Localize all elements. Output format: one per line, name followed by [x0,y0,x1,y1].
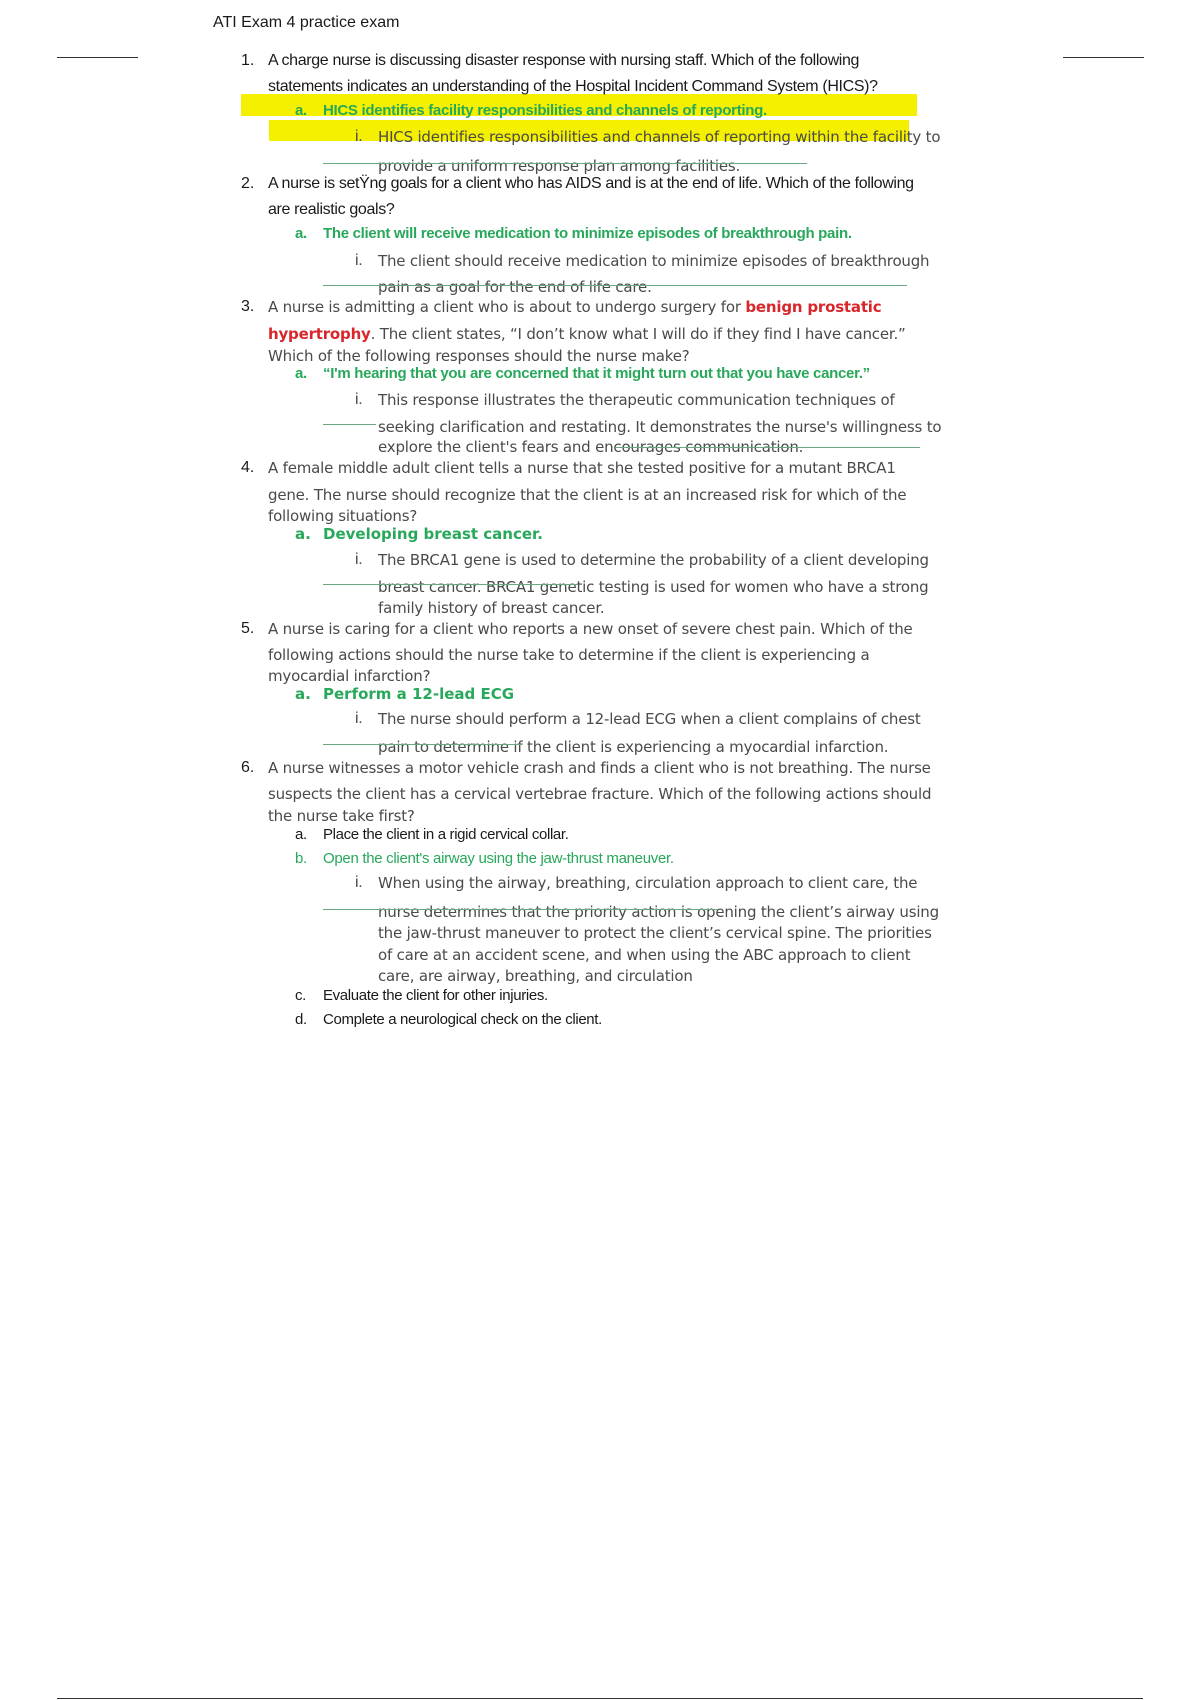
strikethrough-rule [323,285,907,286]
answer-letter: a. [295,102,307,119]
rationale-line: pain to determine if the client is experiencing a myocardial infarction. [378,738,889,756]
question-stem-line: the nurse take first? [268,807,415,825]
question-stem-line: following situations? [268,507,418,525]
rationale-number: i. [355,252,363,269]
answer-letter: a. [295,225,307,242]
option-text: Evaluate the client for other injuries. [323,987,548,1004]
answer-text: “I'm hearing that you are concerned that it might turn out that you have cancer.” [323,365,870,382]
question-stem-line: are realistic goals? [268,201,395,218]
answer-letter: a. [295,685,311,703]
question-stem-line: A nurse is setŸng goals for a client who has AIDS and is at the end of life. Which of the following [268,175,914,192]
rationale-number: i. [355,391,363,408]
rationale-line: This response illustrates the therapeutic communication techniques of [378,391,895,409]
rationale-line: The BRCA1 gene is used to determine the probability of a client developing [378,551,929,569]
question-number: 3. [241,298,255,315]
question-number: 1. [241,52,255,69]
option-text: Place the client in a rigid cervical collar. [323,826,569,843]
page-title: ATI Exam 4 practice exam [213,14,400,31]
question-stem-line: myocardial infarction? [268,667,431,685]
rationale-line: provide a uniform response plan among facilities. [378,157,741,175]
question-stem-line: A nurse witnesses a motor vehicle crash and finds a client who is not breathing. The nurse [268,759,931,777]
rationale-number: i. [355,551,363,568]
answer-text: Perform a 12-lead ECG [323,685,515,703]
stem-text: . The client states, “I don’t know what I will do if they find I have cancer.” [370,325,906,343]
question-stem-line: following actions should the nurse take to determine if the client is experiencing a [268,646,870,664]
option-text-correct: Open the client's airway using the jaw-thrust maneuver. [323,850,674,867]
rationale-number: i. [355,874,363,891]
option-text: Complete a neurological check on the client. [323,1011,602,1028]
question-stem-line: A nurse is caring for a client who reports a new onset of severe chest pain. Which of the [268,620,913,638]
rationale-line: the jaw-thrust maneuver to protect the client’s cervical spine. The priorities [378,924,932,942]
question-stem-line: A charge nurse is discussing disaster response with nursing staff. Which of the following [268,52,860,69]
footer-rule [57,1698,1143,1699]
header-rule-right [1063,57,1144,58]
rationale-line: The client should receive medication to minimize episodes of breakthrough [378,252,930,270]
strikethrough-rule [323,424,376,425]
rationale-line: When using the airway, breathing, circulation approach to client care, the [378,874,918,892]
answer-letter: a. [295,525,311,543]
option-letter: c. [295,987,306,1004]
strikethrough-rule [323,909,717,910]
question-number: 2. [241,175,255,192]
question-stem-line [268,297,881,317]
question-number: 6. [241,759,255,776]
question-stem-line: A female middle adult client tells a nurse that she tested positive for a mutant BRCA1 [268,459,896,477]
rationale-line: seeking clarification and restating. It demonstrates the nurse's willingness to [378,418,942,436]
rationale-line: explore the client's fears and encourages communication. [378,438,804,456]
question-stem-line: Which of the following responses should the nurse make? [268,347,690,365]
strikethrough-rule [323,584,578,585]
rationale-number: i. [355,128,363,145]
question-stem-line [268,324,906,344]
question-number: 5. [241,620,255,637]
option-letter: b. [295,850,307,867]
answer-text: Developing breast cancer. [323,525,544,543]
strikethrough-rule [615,447,920,448]
header-rule-left [57,57,138,58]
stem-text: A nurse is admitting a client who is about to undergo surgery for [268,298,746,316]
question-stem-line: statements indicates an understanding of the Hospital Incident Command System (HICS)? [268,78,878,95]
answer-letter: a. [295,365,307,382]
rationale-line: family history of breast cancer. [378,599,605,617]
rationale-line: care, are airway, breathing, and circulation [378,967,693,985]
rationale-line: HICS identifies responsibilities and channels of reporting within the facility to [378,128,941,146]
answer-text: The client will receive medication to minimize episodes of breakthrough pain. [323,225,852,242]
rationale-line: The nurse should perform a 12-lead ECG when a client complains of chest [378,710,921,728]
option-letter: a. [295,826,307,843]
stem-emphasis: benign prostatic [745,298,882,316]
answer-text: HICS identifies facility responsibilities and channels of reporting. [323,102,767,119]
rationale-line: breast cancer. BRCA1 genetic testing is used for women who have a strong [378,578,929,596]
rationale-line: pain as a goal for the end of life care. [378,278,652,296]
strikethrough-rule [323,744,521,745]
stem-emphasis: hypertrophy [268,325,371,343]
question-stem-line: gene. The nurse should recognize that the client is at an increased risk for which of the [268,486,907,504]
rationale-number: i. [355,710,363,727]
strikethrough-rule [323,163,807,164]
question-number: 4. [241,459,255,476]
option-letter: d. [295,1011,307,1028]
rationale-line: nurse determines that the priority action is opening the client’s airway using [378,903,939,921]
rationale-line: of care at an accident scene, and when using the ABC approach to client [378,946,911,964]
question-stem-line: suspects the client has a cervical vertebrae fracture. Which of the following actions should [268,785,932,803]
